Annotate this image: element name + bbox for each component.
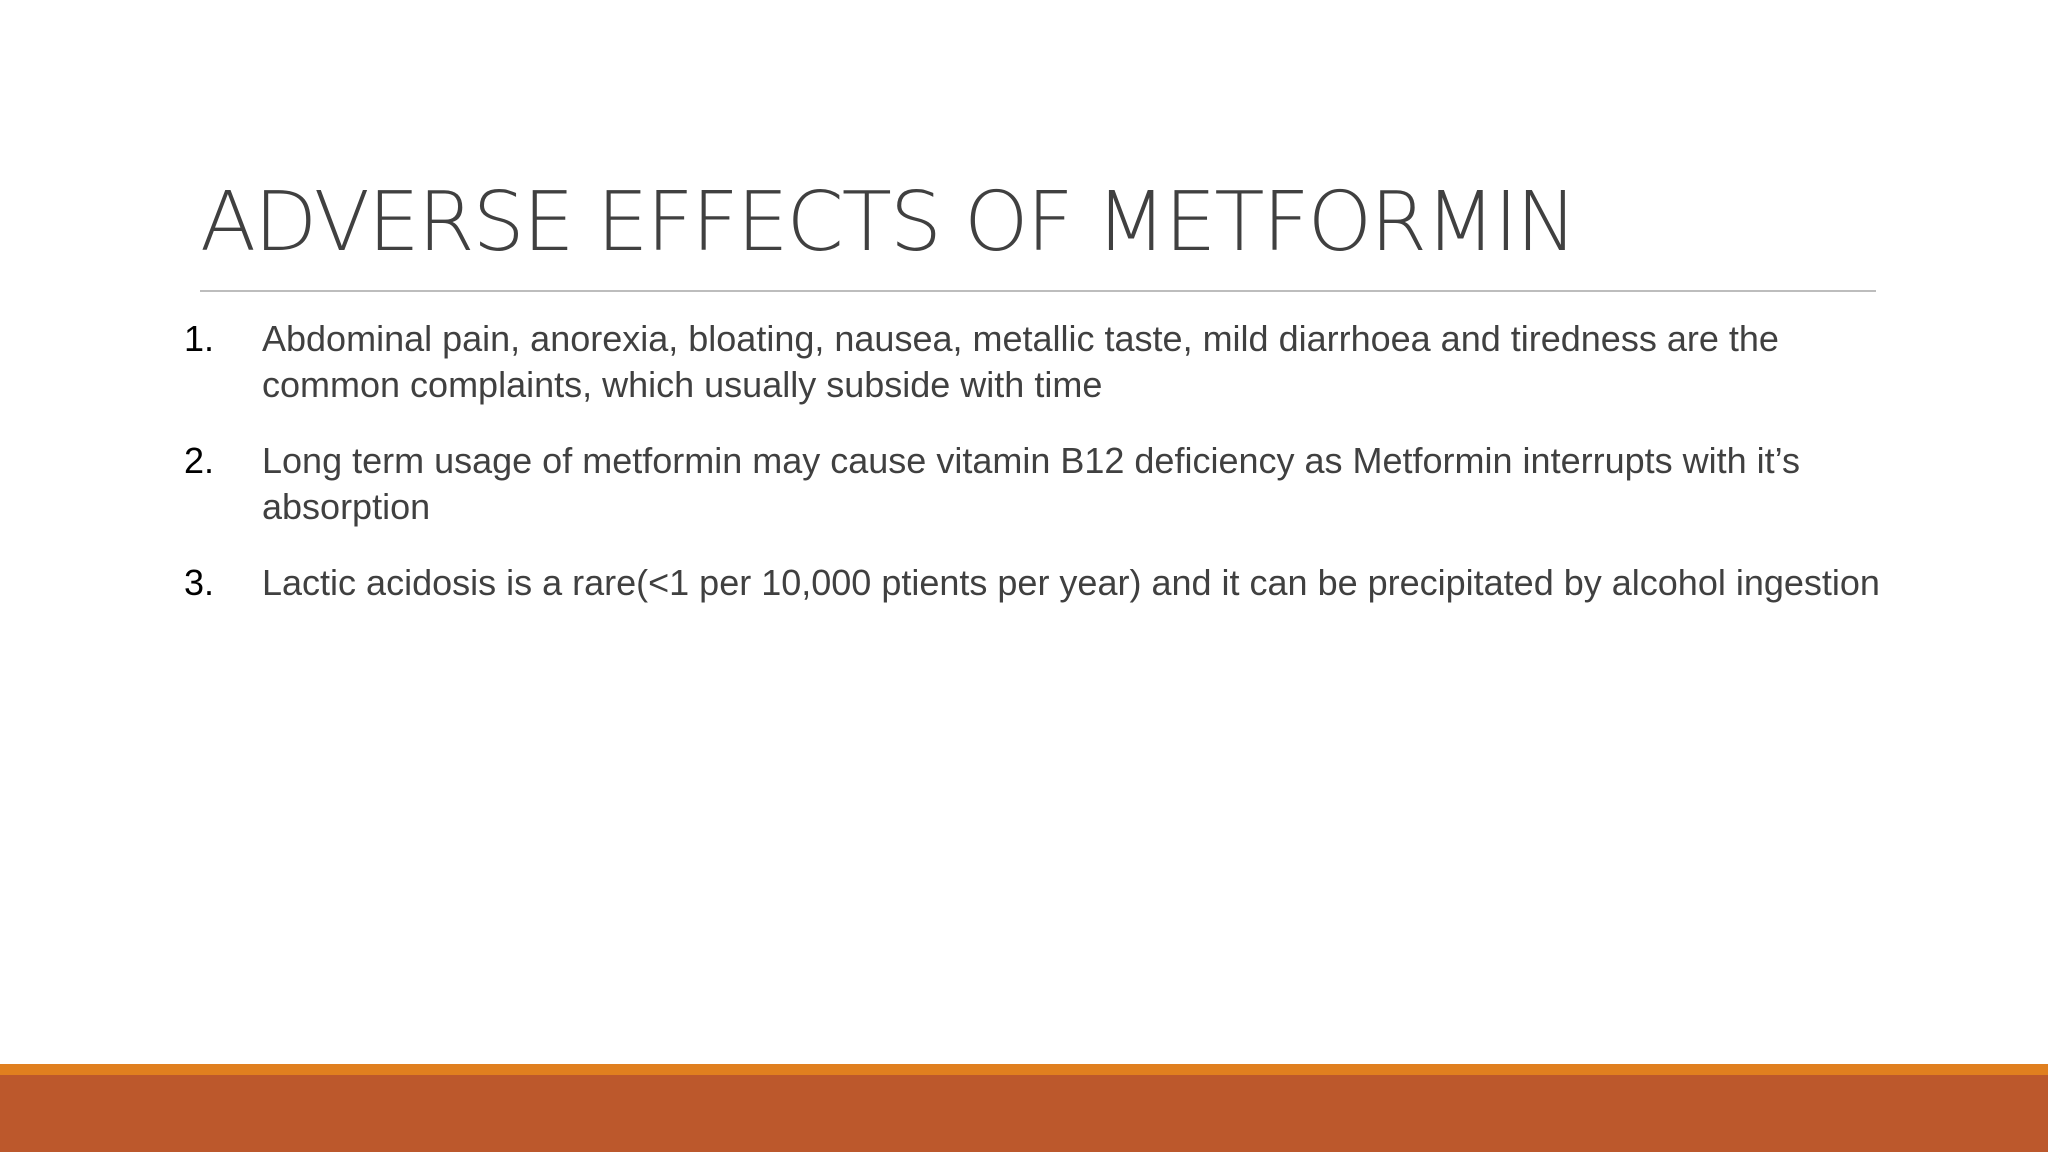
list-item [180, 316, 1880, 408]
list-item [180, 438, 1880, 530]
list-item-text: Abdominal pain, anorexia, bloating, nausea, metallic taste, mild diarrhoea and tiredness are the common complaints, which usually subside with time [262, 318, 1779, 405]
list-item-number: 1. [184, 318, 215, 359]
adverse-effects-list [180, 316, 1880, 636]
list-item-number: 3. [184, 562, 215, 603]
footer-bar [0, 1075, 2048, 1152]
title-divider [200, 290, 1876, 292]
list-item-text: Lactic acidosis is a rare(<1 per 10,000 ptients per year) and it can be precipitated by alcohol ingestion [262, 562, 1880, 603]
list-item [180, 560, 1880, 606]
list-item-text: Long term usage of metformin may cause vitamin B12 deficiency as Metformin interrupts with it’s absorption [262, 440, 1800, 527]
list-item-number: 2. [184, 440, 215, 481]
footer-accent-stripe [0, 1064, 2048, 1075]
slide-title: ADVERSE EFFECTS OF METFORMIN [200, 175, 1576, 270]
